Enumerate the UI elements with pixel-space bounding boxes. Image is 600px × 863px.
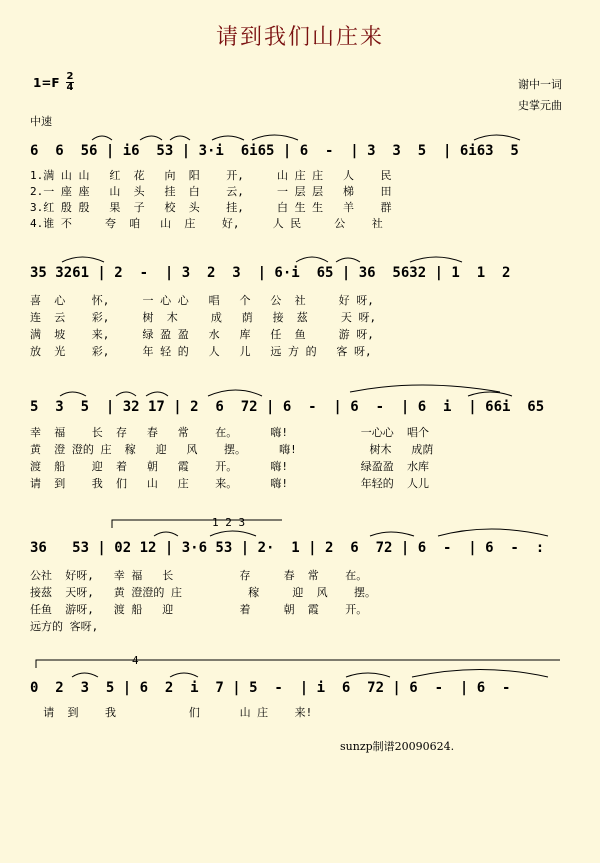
lyric-line: 渡 船 迎 着 朝 霞 开。 嗨! 绿盈盈 水库 — [30, 460, 430, 473]
slur-mark — [208, 390, 262, 396]
volta-label: 1 2 3 — [212, 516, 246, 529]
slur-mark — [350, 385, 500, 392]
lyricist: 谢中一词 — [518, 78, 562, 91]
lyric-line: 1.满 山 山 红 花 向 阳 开, 山 庄 庄 人 民 — [30, 169, 392, 182]
volta-bracket — [112, 520, 282, 528]
slur-mark — [154, 532, 178, 536]
time-signature-bottom: 4 — [66, 82, 74, 93]
slur-mark — [140, 136, 162, 140]
lyric-line: 公社 好呀, 幸 福 长 存 春 常 在。 — [30, 569, 368, 582]
slur-mark — [252, 135, 298, 140]
lyric-line: 喜 心 怀, 一 心 心 唱 个 公 社 好 呀, — [30, 294, 374, 307]
lyric-line: 连 云 彩, 树 木 成 荫 接 茲 天 呀, — [30, 311, 377, 324]
slur-mark — [468, 392, 512, 396]
slur-mark — [60, 392, 86, 396]
slur-mark — [370, 532, 414, 536]
composer: 史掌元曲 — [518, 99, 562, 112]
lyric-line: 请 到 我 们 山 庄 来。 嗨! 年轻的 人儿 — [30, 477, 430, 490]
notation-line: 5 3 5 | 32 17 | 2 6 72 | 6 - | 6 - | 6 i | 66i 65 — [30, 399, 545, 415]
lyric-line: 3.红 殷 殷 果 子 校 头 挂, 白 生 生 羊 群 — [30, 201, 392, 214]
lyric-line: 4.谁 不 夸 咱 山 庄 好, 人 民 公 社 — [30, 217, 383, 230]
slur-mark — [170, 136, 190, 140]
notation-line: 6 6 56 | i6 53 | 3·i 6i65 | 6 - | 3 3 5 | 6i63 5 — [30, 143, 519, 159]
lyric-line: 接茲 天呀, 黄 澄澄的 庄 稼 迎 风 摆。 — [30, 586, 377, 599]
volta-bracket — [36, 660, 560, 668]
slur-mark — [412, 670, 548, 678]
key-signature: 1=F — [33, 76, 60, 90]
lyric-line: 请 到 我 们 山 庄 来! — [30, 706, 313, 719]
slur-mark — [92, 136, 112, 140]
slur-mark — [170, 673, 198, 677]
volta-label: 4 — [132, 654, 139, 667]
lyric-line: 放 光 彩, 年 轻 的 人 儿 远 方 的 客 呀, — [30, 345, 372, 358]
notation-line: 36 53 | 02 12 | 3·6 53 | 2· 1 | 2 6 72 | 6 - | 6 - : — [30, 540, 545, 556]
lyric-line: 满 坡 来, 绿 盈 盈 水 库 任 鱼 游 呀, — [30, 328, 374, 341]
lyric-line: 2.一 座 座 山 头 挂 白 云, 一 层 层 梯 田 — [30, 185, 392, 198]
slur-mark — [212, 136, 244, 140]
slur-mark — [410, 257, 462, 262]
time-signature-top: 2 — [66, 71, 74, 82]
slur-mark — [346, 673, 390, 677]
lyric-line: 黄 澄 澄的 庄 稼 迎 风 摆。 嗨! 树木 成荫 — [30, 443, 434, 456]
slur-mark — [438, 529, 548, 536]
transcriber-signature: sunzp制谱20090624. — [340, 740, 455, 753]
slur-mark — [296, 257, 328, 262]
song-title: 请到我们山庄来 — [215, 25, 384, 50]
notation-line: 35 3261 | 2 - | 3 2 3 | 6·i 65 | 36 5632 | 1 1 2 — [30, 265, 511, 281]
tempo-marking: 中速 — [30, 115, 52, 128]
slur-mark — [72, 673, 98, 677]
slur-mark — [474, 135, 520, 140]
slur-mark — [116, 392, 136, 396]
slur-mark — [336, 258, 360, 262]
lyric-line: 远方的 客呀, — [30, 620, 99, 633]
lyric-line: 任鱼 游呀, 渡 船 迎 着 朝 霞 开。 — [30, 603, 368, 616]
slur-mark — [62, 257, 104, 262]
notation-line: 0 2 3 5 | 6 2 i 7 | 5 - | i 6 72 | 6 - | 6 - — [30, 680, 511, 696]
time-signature — [64, 72, 76, 93]
lyric-line: 幸 福 长 存 春 常 在。 嗨! 一心心 唱个 — [30, 426, 430, 439]
slur-mark — [146, 392, 168, 396]
slur-mark — [210, 531, 256, 536]
